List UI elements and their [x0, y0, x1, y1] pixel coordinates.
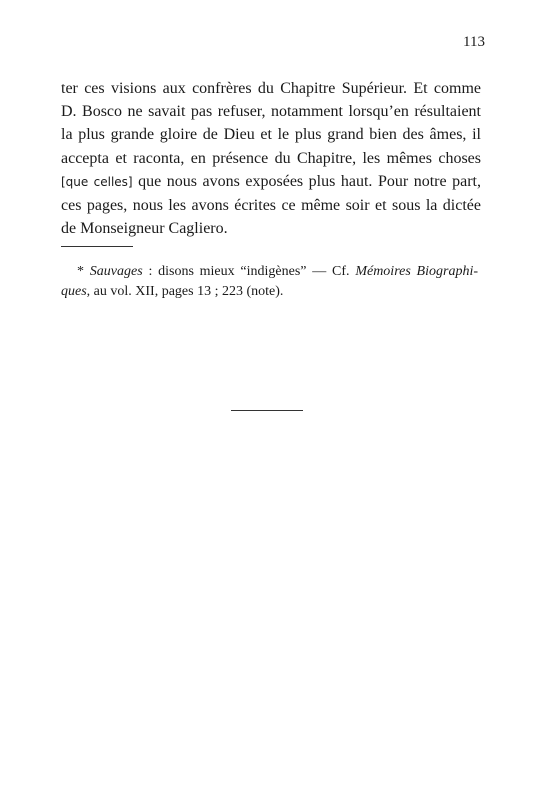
body-line-text: que nous avons exposées plus haut. Pour notre part,	[132, 172, 481, 190]
footnote-line	[61, 282, 478, 302]
body-paragraph	[61, 77, 481, 240]
editorial-insert: [que celles]	[61, 174, 133, 189]
footnote-marker: *	[77, 264, 84, 279]
footnote-text: : disons mieux “indigènes” — Cf.	[142, 264, 356, 279]
body-line: D. Bosco ne savait pas refuser, notamment lorsqu’en résultaient	[61, 103, 481, 121]
body-line: accepta et raconta, en présence du Chapitre, les mêmes choses	[61, 149, 481, 167]
footnote-term: Sauvages	[89, 264, 143, 279]
footnote-reference: Mémoires Biographi-	[355, 264, 478, 279]
body-line: ter ces visions aux confrères du Chapitre Supérieur. Et comme	[61, 80, 481, 97]
body-line: de Monseigneur Cagliero.	[61, 220, 228, 238]
footnote-text: , au vol. XII, pages 13 ; 223 (note).	[86, 284, 284, 299]
body-line	[61, 170, 481, 194]
end-separator	[231, 410, 303, 411]
footnote-reference: ques	[61, 284, 87, 299]
footnote-line	[61, 262, 478, 282]
footnote-separator	[61, 246, 133, 247]
body-line: ces pages, nous les avons écrites ce même soir et sous la dictée	[61, 197, 481, 215]
footnote	[61, 262, 478, 302]
body-line: la plus grande gloire de Dieu et le plus grand bien des âmes, il	[61, 126, 481, 144]
page-number: 113	[463, 34, 485, 50]
